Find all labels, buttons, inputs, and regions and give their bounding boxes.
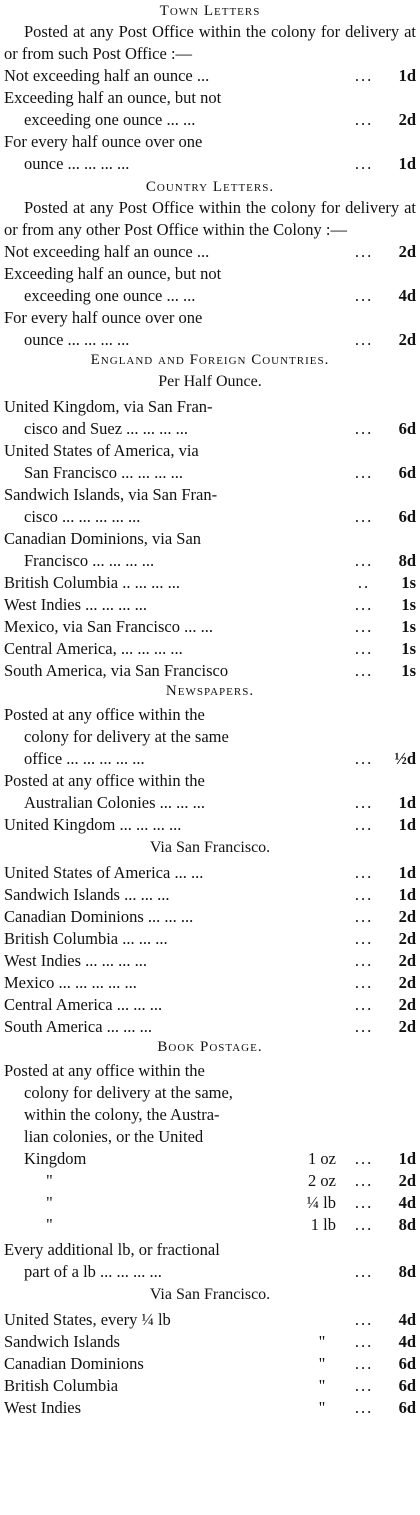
- rate-weight: 2 oz: [308, 1171, 336, 1190]
- leader-dots: ...: [354, 595, 374, 614]
- rate-label: ounce ... ... ... ...: [24, 330, 130, 349]
- book-postage-intro: [4, 1060, 416, 1148]
- rate-weight: 1 oz: [308, 1149, 336, 1168]
- leader-dots: ...: [354, 951, 374, 970]
- rate-label: Not exceeding half an ounce ...: [4, 242, 210, 261]
- rate-label: British Columbia: [4, 1376, 119, 1395]
- rate-label: United States of America, via: [4, 441, 199, 460]
- rate-row: [4, 1331, 416, 1353]
- rate-weight: ¼ lb: [306, 1193, 336, 1212]
- rate-label: British Columbia .. ... ... ...: [4, 573, 181, 592]
- rate-row: [4, 770, 416, 792]
- rate-amount: 2d: [398, 110, 416, 129]
- leader-dots: ...: [354, 885, 374, 904]
- rate-label: For every half ounce over one: [4, 308, 203, 327]
- leader-dots: ...: [354, 463, 374, 482]
- rate-label: ounce ... ... ... ...: [24, 154, 130, 173]
- leader-dots: ...: [354, 1310, 374, 1329]
- leader-dots: ...: [354, 1332, 374, 1351]
- book-intro-line: [4, 1060, 416, 1082]
- rate-row: [4, 153, 416, 175]
- leader-dots: ...: [354, 973, 374, 992]
- rate-label: Australian Colonies ... ... ...: [24, 793, 206, 812]
- rate-row: [4, 972, 416, 994]
- rate-weight: 1 lb: [310, 1215, 336, 1234]
- leader-dots: ...: [354, 551, 374, 570]
- leader-dots: ...: [354, 66, 374, 85]
- rate-amount: 2d: [398, 330, 416, 349]
- rate-label: Canadian Dominions ... ... ...: [4, 907, 194, 926]
- rate-row: [4, 506, 416, 528]
- leader-dots: ...: [354, 1149, 374, 1168]
- rate-amount: 8d: [398, 1262, 416, 1281]
- leader-dots: ...: [354, 639, 374, 658]
- rate-label: United States of America ... ...: [4, 863, 204, 882]
- rate-amount: 6d: [398, 1398, 416, 1417]
- rate-amount: 2d: [398, 929, 416, 948]
- rate-row: [4, 906, 416, 928]
- book-intro-line: [4, 1082, 416, 1104]
- rate-row: [4, 131, 416, 153]
- rate-row: [4, 263, 416, 285]
- rate-label: colony for delivery at the same: [24, 727, 229, 746]
- rate-row: [4, 440, 416, 462]
- rate-amount: 2d: [398, 995, 416, 1014]
- rate-amount: 2d: [398, 907, 416, 926]
- rate-row: [4, 1353, 416, 1375]
- rate-amount: 1s: [401, 639, 416, 658]
- rate-label: Exceeding half an ounce, but not: [4, 264, 222, 283]
- leader-dots: ...: [354, 507, 374, 526]
- rate-row: [4, 418, 416, 440]
- country-letters-heading: Country Letters.: [145, 179, 275, 195]
- newspapers-heading: Newspapers.: [165, 683, 255, 699]
- rate-amount: 1s: [401, 573, 416, 592]
- rate-label: West Indies: [4, 1398, 82, 1417]
- leader-dots: ...: [354, 1017, 374, 1036]
- rate-amount: 2d: [398, 1171, 416, 1190]
- rate-row: [4, 572, 416, 594]
- rate-label: Kingdom: [24, 1149, 87, 1168]
- book-intro-line: [4, 1104, 416, 1126]
- leader-dots: ...: [354, 1262, 374, 1281]
- rate-label: cisco ... ... ... ... ...: [24, 507, 141, 526]
- rate-label: South America, via San Francisco: [4, 661, 229, 680]
- rate-label: part of a lb ... ... ... ...: [24, 1262, 162, 1281]
- rate-amount: 1d: [398, 1149, 416, 1168]
- rate-label: office ... ... ... ... ...: [24, 749, 145, 768]
- leader-dots: ...: [354, 154, 374, 173]
- leader-dots: ...: [354, 1193, 374, 1212]
- town-letters-intro: Posted at any Post Office within the colony for delivery at or from such Post Office :—: [4, 22, 416, 63]
- newspaper-rate-list: [4, 704, 416, 836]
- leader-dots: ...: [354, 815, 374, 834]
- rate-row: [4, 550, 416, 572]
- book-intro-text: colony for delivery at the same,: [24, 1083, 233, 1102]
- rate-amount: 1d: [398, 815, 416, 834]
- rate-amount: 4d: [398, 1193, 416, 1212]
- rate-label: United States, every ¼ lb: [4, 1310, 171, 1329]
- rate-label: ": [46, 1193, 53, 1212]
- leader-dots: ...: [354, 1376, 374, 1395]
- rate-amount: 6d: [398, 1354, 416, 1373]
- rate-label: San Francisco ... ... ... ...: [24, 463, 184, 482]
- rate-amount: 2d: [398, 951, 416, 970]
- leader-dots: ...: [354, 1354, 374, 1373]
- books-via-sf-subheading: Via San Francisco.: [149, 1286, 271, 1303]
- rate-row: [4, 307, 416, 329]
- rate-amount: 6d: [398, 463, 416, 482]
- leader-dots: ...: [354, 1398, 374, 1417]
- rate-row: [4, 748, 416, 770]
- foreign-rate-list: [4, 396, 416, 682]
- rate-row: [4, 1016, 416, 1038]
- rate-row: [4, 1397, 416, 1419]
- book-intro-text: Posted at any office within the: [4, 1061, 205, 1080]
- rate-row: [4, 1375, 416, 1397]
- leader-dots: ...: [354, 286, 374, 305]
- leader-dots: ...: [354, 242, 374, 261]
- rate-label: Sandwich Islands ... ... ...: [4, 885, 170, 904]
- country-letters-rate-list: [4, 241, 416, 351]
- leader-dots: ...: [354, 995, 374, 1014]
- rate-row: [4, 484, 416, 506]
- rate-row: [4, 594, 416, 616]
- rate-amount: 6d: [398, 419, 416, 438]
- book-postage-heading: Book Postage.: [157, 1039, 263, 1055]
- rate-amount: 1d: [398, 154, 416, 173]
- rate-label: British Columbia ... ... ...: [4, 929, 168, 948]
- rate-row: [4, 1148, 416, 1170]
- book-intro-text: lian colonies, or the United: [24, 1127, 204, 1146]
- rate-label: Not exceeding half an ounce ...: [4, 66, 210, 85]
- rate-row: [4, 1309, 416, 1331]
- rate-amount: 2d: [398, 1017, 416, 1036]
- leader-dots: ...: [354, 419, 374, 438]
- rate-row: [4, 1170, 416, 1192]
- rate-label: Central America ... ... ...: [4, 995, 163, 1014]
- rate-row: [4, 285, 416, 307]
- ditto-mark: ": [318, 1376, 326, 1395]
- rate-label: Central America, ... ... ... ...: [4, 639, 183, 658]
- rate-row: [4, 616, 416, 638]
- rate-amount: 6d: [398, 1376, 416, 1395]
- rate-row: [4, 726, 416, 748]
- rate-amount: 1d: [398, 885, 416, 904]
- rate-amount: 1s: [401, 617, 416, 636]
- rate-row: [4, 1261, 416, 1283]
- rate-row: [4, 396, 416, 418]
- book-intro-line: [4, 1126, 416, 1148]
- rate-row: [4, 704, 416, 726]
- rate-amount: 4d: [398, 286, 416, 305]
- rate-row: [4, 87, 416, 109]
- rate-row: [4, 862, 416, 884]
- book-via-sf-rate-list: [4, 1309, 416, 1419]
- leader-dots: ...: [354, 793, 374, 812]
- leader-dots: ...: [354, 1171, 374, 1190]
- rate-row: [4, 660, 416, 682]
- per-half-ounce-subheading: Per Half Ounce.: [158, 373, 262, 390]
- rate-label: ": [46, 1215, 53, 1234]
- rate-row: [4, 1192, 416, 1214]
- rate-label: Canadian Dominions: [4, 1354, 144, 1373]
- rate-amount: 8d: [398, 551, 416, 570]
- rate-label: Posted at any office within the: [4, 705, 205, 724]
- leader-dots: ...: [354, 1215, 374, 1234]
- rate-label: Sandwich Islands: [4, 1332, 120, 1351]
- rate-row: [4, 1239, 416, 1261]
- rate-label: Exceeding half an ounce, but not: [4, 88, 222, 107]
- rate-label: exceeding one ounce ... ...: [24, 286, 196, 305]
- rate-label: United Kingdom ... ... ... ...: [4, 815, 182, 834]
- rate-row: [4, 792, 416, 814]
- rate-amount: 2d: [398, 973, 416, 992]
- rate-row: [4, 109, 416, 131]
- newspapers-via-sf-subheading: Via San Francisco.: [149, 839, 271, 856]
- rate-label: Every additional lb, or fractional: [4, 1240, 220, 1259]
- rate-label: cisco and Suez ... ... ... ...: [24, 419, 189, 438]
- rate-amount: 2d: [398, 242, 416, 261]
- town-letters-heading: Town Letters: [159, 3, 261, 19]
- leader-dots: ...: [354, 863, 374, 882]
- rate-row: [4, 1214, 416, 1236]
- leader-dots: ...: [354, 907, 374, 926]
- country-letters-intro: Posted at any Post Office within the colony for delivery at or from any other Post Office within the Colony :—: [4, 198, 416, 239]
- rate-amount: 4d: [398, 1332, 416, 1351]
- rate-label: For every half ounce over one: [4, 132, 203, 151]
- rate-row: [4, 528, 416, 550]
- leader-dots: ...: [354, 661, 374, 680]
- rate-label: exceeding one ounce ... ...: [24, 110, 196, 129]
- rate-label: West Indies ... ... ... ...: [4, 951, 148, 970]
- rate-row: [4, 994, 416, 1016]
- rate-row: [4, 950, 416, 972]
- ditto-mark: ": [318, 1332, 326, 1351]
- foreign-countries-heading: England and Foreign Countries.: [90, 352, 330, 368]
- rate-row: [4, 638, 416, 660]
- leader-dots: ...: [354, 330, 374, 349]
- rate-row: [4, 814, 416, 836]
- rate-amount: 1d: [398, 66, 416, 85]
- leader-dots: ...: [354, 929, 374, 948]
- book-weight-rate-list: [4, 1148, 416, 1236]
- leader-dots: ..: [357, 573, 371, 592]
- rate-label: South America ... ... ...: [4, 1017, 153, 1036]
- leader-dots: ...: [354, 110, 374, 129]
- rate-amount: 1s: [401, 595, 416, 614]
- rate-amount: 1s: [401, 661, 416, 680]
- book-intro-text: within the colony, the Austra-: [24, 1105, 220, 1124]
- rate-label: ": [46, 1171, 53, 1190]
- book-additional-rate-list: [4, 1239, 416, 1283]
- rate-amount: 4d: [398, 1310, 416, 1329]
- rate-amount: ½d: [394, 749, 416, 768]
- ditto-mark: ": [318, 1354, 326, 1373]
- rate-amount: 6d: [398, 507, 416, 526]
- newspaper-via-sf-rate-list: [4, 862, 416, 1038]
- rate-row: [4, 241, 416, 263]
- leader-dots: ...: [354, 749, 374, 768]
- leader-dots: ...: [354, 617, 374, 636]
- rate-row: [4, 462, 416, 484]
- rate-label: Posted at any office within the: [4, 771, 205, 790]
- ditto-mark: ": [318, 1398, 326, 1417]
- rate-label: Sandwich Islands, via San Fran-: [4, 485, 218, 504]
- rate-row: [4, 928, 416, 950]
- rate-amount: 1d: [398, 863, 416, 882]
- rate-row: [4, 65, 416, 87]
- rate-row: [4, 329, 416, 351]
- rate-label: West Indies ... ... ... ...: [4, 595, 148, 614]
- town-letters-rate-list: [4, 65, 416, 175]
- rate-label: United Kingdom, via San Fran-: [4, 397, 213, 416]
- rate-label: Mexico, via San Francisco ... ...: [4, 617, 213, 636]
- rate-amount: 8d: [398, 1215, 416, 1234]
- rate-amount: 1d: [398, 793, 416, 812]
- rate-label: Mexico ... ... ... ... ...: [4, 973, 137, 992]
- rate-label: Francisco ... ... ... ...: [24, 551, 155, 570]
- rate-label: Canadian Dominions, via San: [4, 529, 202, 548]
- rate-row: [4, 884, 416, 906]
